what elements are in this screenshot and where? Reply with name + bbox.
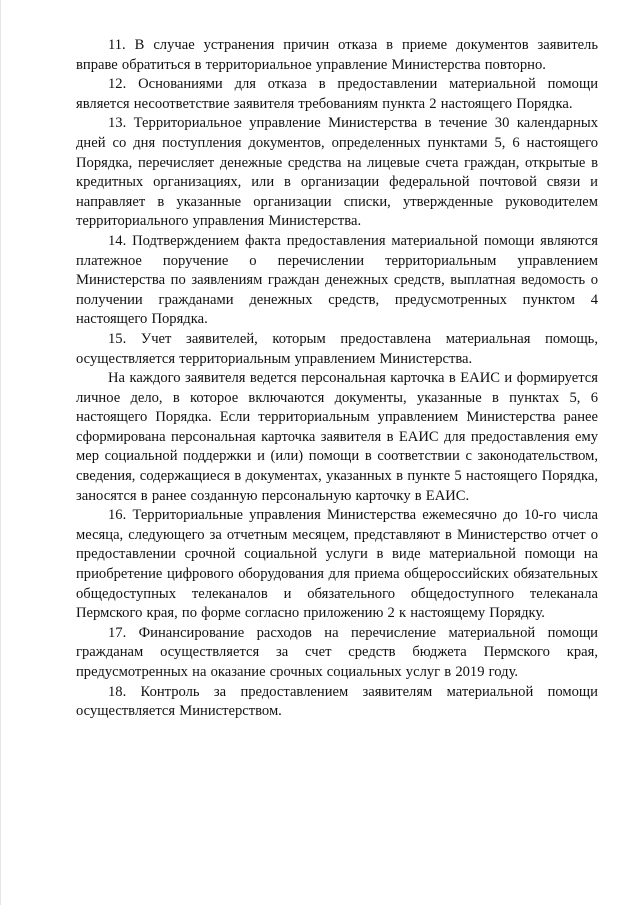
scan-edge: [0, 0, 1, 905]
paragraph-15-continued: На каждого заявителя ведется персональная карточка в ЕАИС и формируется личное дело, в которое включаются документы, указанные в пунктах 5, 6 настоящего Порядка. Если территориальным управлением Министерства ранее сформирована персональная карточка заявителя в ЕАИС для предоставления ему мер социальной поддержки и (или) помощи в соответствии с законодательством, сведения, содержащиеся в документах, указанных в пункте 5 настоящего Порядка, заносятся в ранее созданную персональную карточку в ЕАИС.: [76, 370, 598, 504]
paragraph-13: 13. Территориальное управление Министерства в течение 30 календарных дней со дня поступления документов, определенных пунктами 5, 6 настоящего Порядка, перечисляет денежные средства на лицевые счета граждан, открытые в кредитных организациях, или в организации федеральной почтовой связи и направляет в указанные организации списки, утвержденные руководителем территориального управления Министерства.: [76, 115, 598, 230]
paragraph-18: 18. Контроль за предоставлением заявителям материальной помощи осуществляется Министерством.: [76, 683, 598, 720]
paragraph-15: 15. Учет заявителей, которым предоставлена материальная помощь, осуществляется территориальным управлением Министерства.: [76, 330, 598, 367]
paragraph-17: 17. Финансирование расходов на перечисление материальной помощи гражданам осуществляется за счет средств бюджета Пермского края, предусмотренных на оказание срочных социальных услуг в 2019 году.: [76, 624, 598, 680]
paragraph-12: 12. Основаниями для отказа в предоставлении материальной помощи является несоответствие заявителя требованиям пункта 2 настоящего Порядка.: [76, 76, 598, 112]
paragraph-11: 11. В случае устранения причин отказа в приеме документов заявитель вправе обратиться в территориальное управление Министерства повторно.: [76, 37, 598, 73]
paragraph-14: 14. Подтверждением факта предоставления материальной помощи являются платежное поручение о перечислении территориальным управлением Министерства по заявлениям граждан денежных средств, выплатная ведомость о получении гражданами денежных средств, предусмотренных пунктом 4 настоящего Порядка.: [76, 232, 598, 328]
paragraph-16: 16. Территориальные управления Министерства ежемесячно до 10-го числа месяца, следующего за отчетным месяцем, представляют в Министерство отчет о предоставлении срочной социальной услуги в виде материальной помощи на приобретение цифрового оборудования для приема общероссийских обязательных общедоступных телеканалов и обязательного общедоступного телеканала Пермского края, по форме согласно приложению 2 к настоящему Порядку.: [76, 507, 598, 622]
